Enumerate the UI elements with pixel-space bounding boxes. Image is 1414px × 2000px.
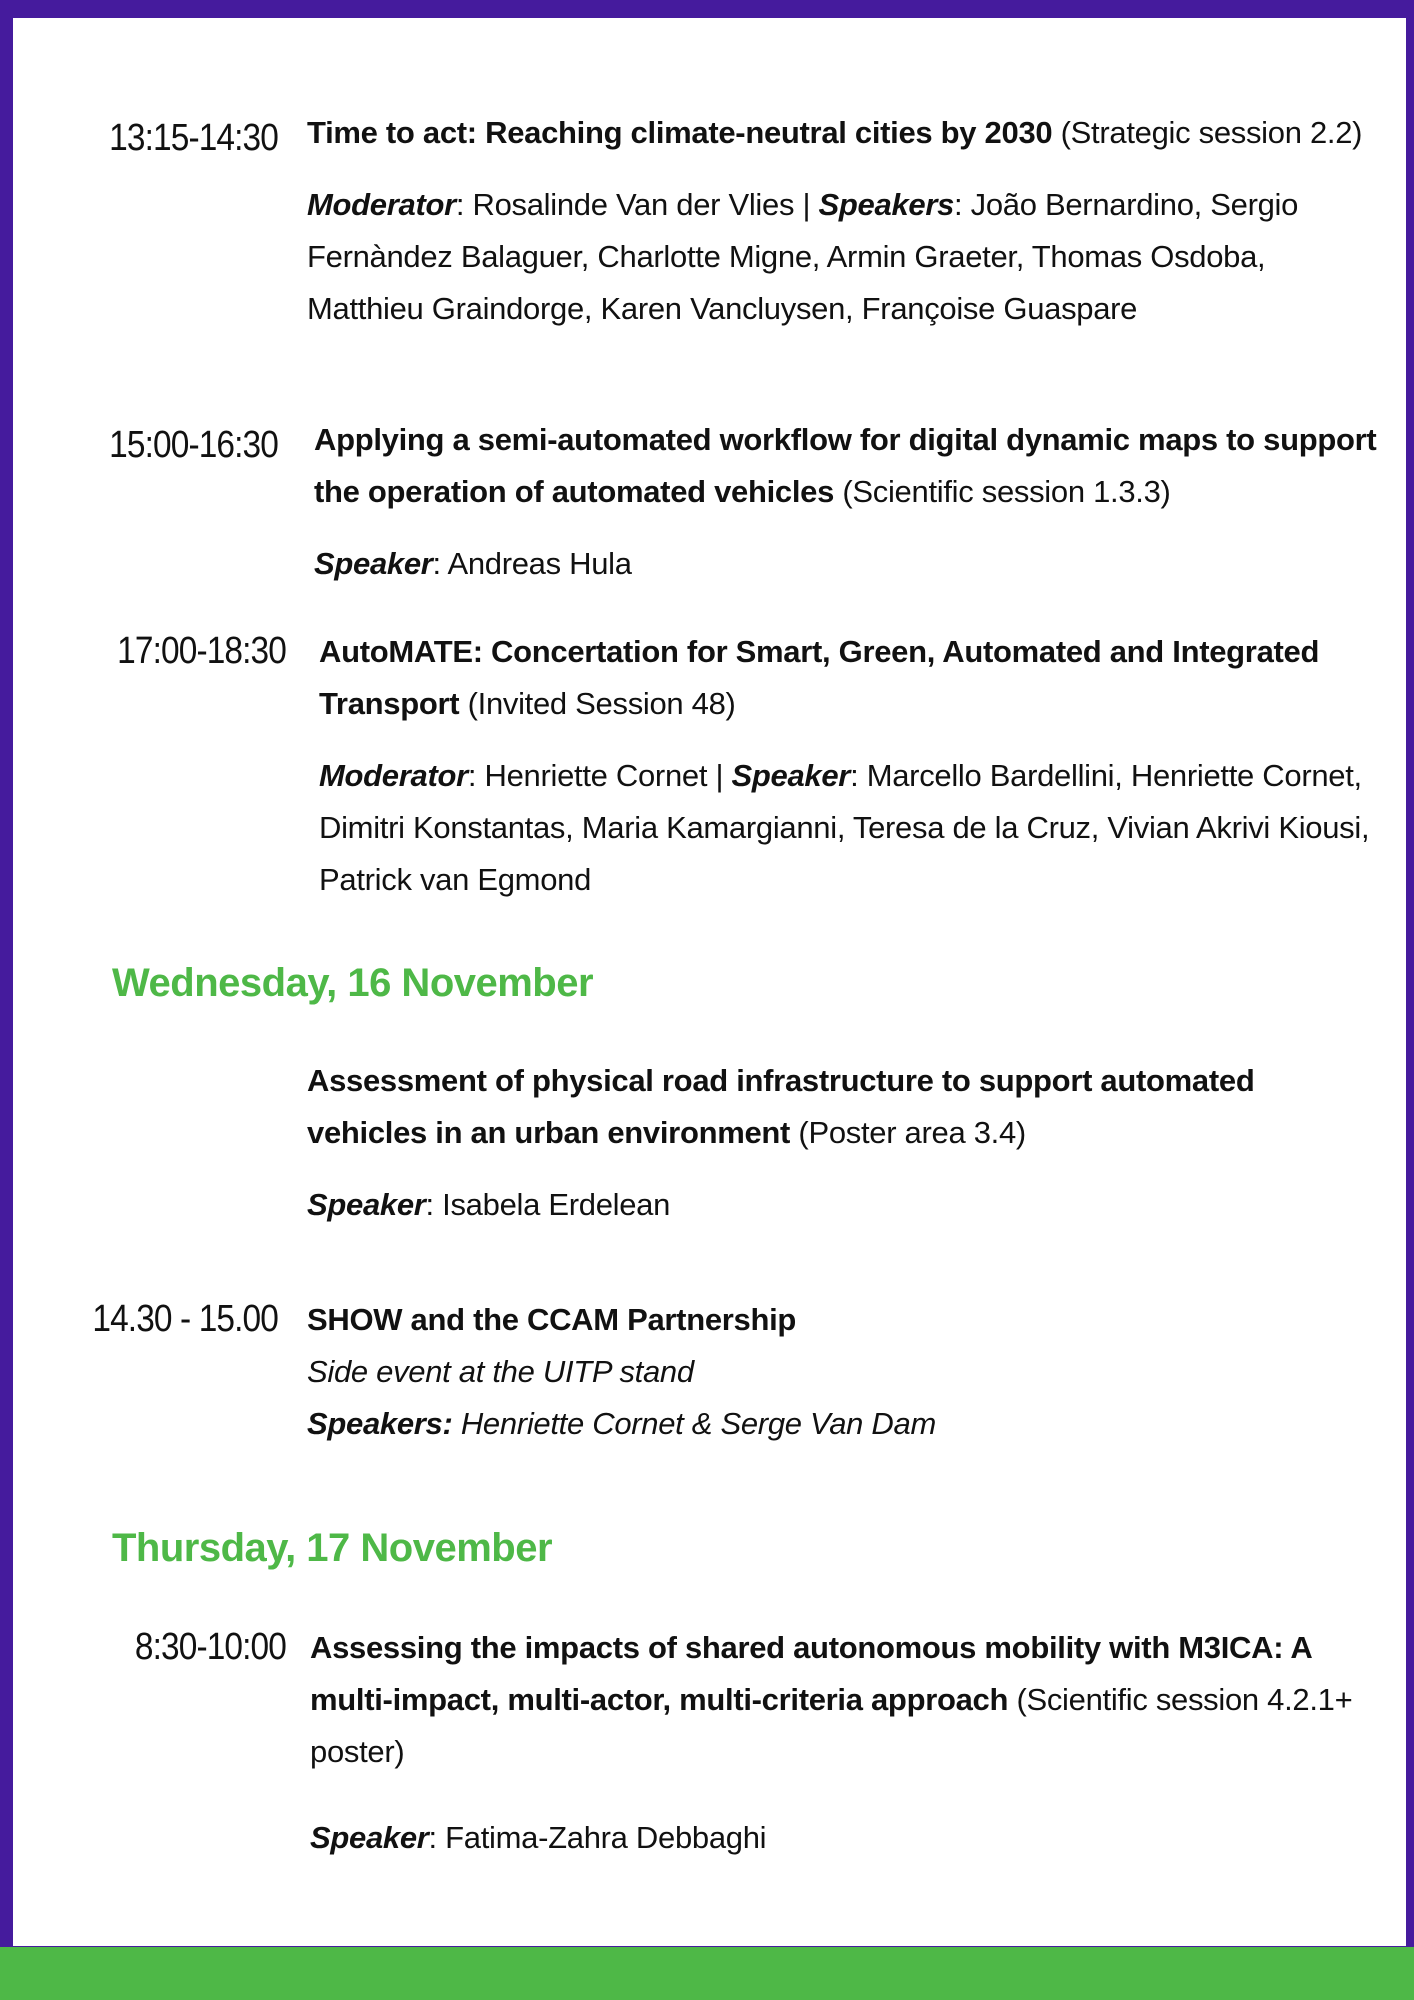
moderator-label: Moderator <box>319 758 468 793</box>
moderator-name: : Henriette Cornet | <box>467 758 732 793</box>
session-details <box>319 626 1379 906</box>
session-title: Assessing the impacts of shared autonomous mobility with M3ICA: A multi-impact, multi-actor, multi-criteria approach <box>310 1630 1312 1717</box>
speakers-names: : Andreas Hula <box>432 546 632 581</box>
moderator-label: Moderator <box>307 187 456 222</box>
session-title: Assessment of physical road infrastructure to support automated vehicles in an urban environment <box>307 1063 1255 1150</box>
speakers-names: : João Bernardino, Sergio Fernàndez Balaguer, Charlotte Migne, Armin Graeter, Thomas Osdoba, Matthieu Graindorge, Karen Vancluysen, Françoise Guaspare <box>307 187 1299 326</box>
session-title: SHOW and the CCAM Partnership <box>307 1302 797 1337</box>
speakers-label: Speaker <box>307 1187 426 1222</box>
session-time: 17:00-18:30 <box>117 630 286 672</box>
footer-bar <box>0 1947 1414 2000</box>
session-type: (Poster area 3.4) <box>798 1115 1026 1150</box>
session-time: 8:30-10:00 <box>134 1626 286 1668</box>
session-title: Applying a semi-automated workflow for digital dynamic maps to support the operation of automated vehicles <box>314 422 1377 509</box>
speakers-label: Speaker <box>310 1820 429 1855</box>
session-details <box>307 1055 1367 1231</box>
day-heading: Wednesday, 16 November <box>112 961 594 1005</box>
speakers-label: Speakers <box>818 187 955 222</box>
speakers-label: Speaker <box>314 546 433 581</box>
session-time: 15:00-16:30 <box>109 424 278 466</box>
speakers-label: Speaker <box>731 758 851 793</box>
session-type: (Scientific session 4.2.1+ poster) <box>310 1682 1353 1769</box>
speakers-names: : Fatima-Zahra Debbaghi <box>428 1820 767 1855</box>
session-title: AutoMATE: Concertation for Smart, Green, Automated and Integrated Transport <box>319 634 1320 721</box>
day-heading: Thursday, 17 November <box>112 1526 553 1570</box>
session-details <box>310 1622 1385 1864</box>
session-type: (Strategic session 2.2) <box>1060 115 1363 150</box>
speakers-names: : Isabela Erdelean <box>425 1187 671 1222</box>
session-type: (Scientific session 1.3.3) <box>842 474 1171 509</box>
session-time: 14.30 - 15.00 <box>92 1298 278 1340</box>
session-time: 13:15-14:30 <box>109 117 278 159</box>
session-title: Time to act: Reaching climate-neutral cities by 2030 <box>307 115 1053 150</box>
speakers-names: : Marcello Bardellini, Henriette Cornet, Dimitri Konstantas, Maria Kamargianni, Teresa de la Cruz, Vivian Akrivi Kiousi, Patrick van Egmond <box>319 758 1370 897</box>
session-type: (Invited Session 48) <box>467 686 736 721</box>
speakers-names: Henriette Cornet & Serge Van Dam <box>452 1406 936 1441</box>
moderator-name: : Rosalinde Van der Vlies | <box>455 187 819 222</box>
speakers-label: Speakers: <box>307 1406 453 1441</box>
session-details <box>307 107 1367 335</box>
session-subtitle: Side event at the UITP stand <box>307 1354 694 1389</box>
session-details <box>314 414 1384 590</box>
session-details <box>307 1294 1367 1450</box>
